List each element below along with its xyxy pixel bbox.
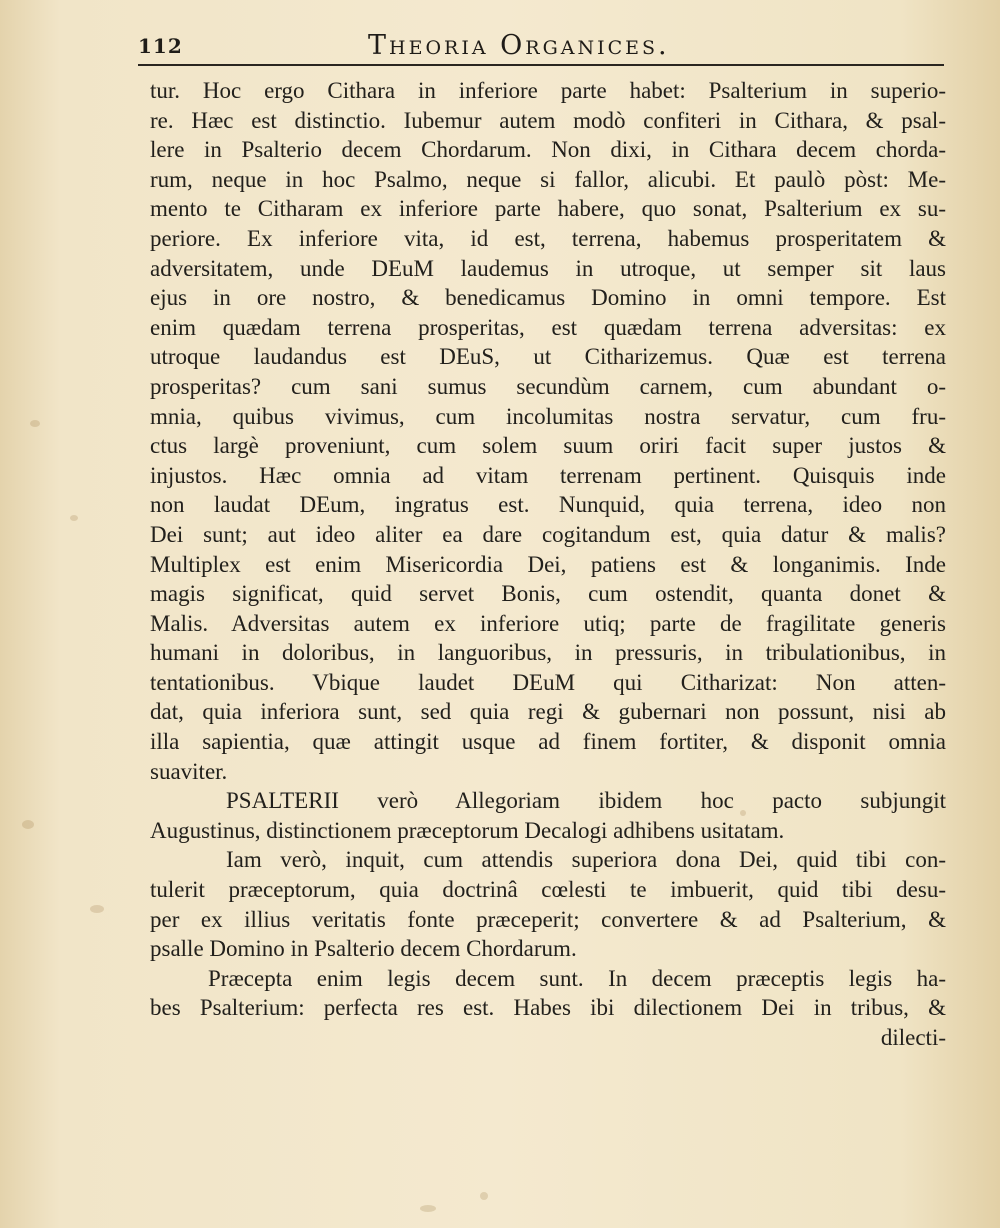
body-text [150,76,946,1053]
text-line: Malis. Adversitas autem ex inferiore utiq; parte de fragilitate generis [150,610,946,636]
text-line: per ex illius veritatis fonte præceperit; convertere & ad Psalterium, & [150,906,946,932]
text-line: bes Psalterium: perfecta res est. Habes ibi dilectionem Dei in tribus, & [150,995,946,1021]
running-head: Theoria Organices. [368,30,670,61]
paper-stain [30,420,40,427]
text-line: rum, neque in hoc Psalmo, neque si fallor, alicubi. Et paulò pòst: Me- [150,166,946,192]
paper-stain [22,820,34,829]
text-line: adversitatem, unde DEuM laudemus in utroque, ut semper sit laus [150,255,946,281]
text-line: Præcepta enim legis decem sunt. In decem præceptis legis ha- [208,965,946,991]
text-line: illa sapientia, quæ attingit usque ad finem fortiter, & disponit omnia [150,729,946,755]
text-line: humani in doloribus, in languoribus, in pressuris, in tribulationibus, in [150,640,946,666]
text-line: periore. Ex inferiore vita, id est, terrena, habemus prosperitatem & [150,225,946,251]
text-line: dilecti- [880,1025,946,1050]
paper-stain [90,905,104,913]
text-line: psalle Domino in Psalterio decem Chordarum. [150,936,577,962]
text-line: Augustinus, distinctionem præceptorum Decalogi adhibens usitatam. [150,817,785,843]
text-line: utroque laudandus est DEuS, ut Citharizemus. Quæ est terrena [150,344,946,370]
text-line: dat, quia inferiora sunt, sed quia regi & gubernari non possunt, nisi ab [150,699,946,725]
text-line: re. Hæc est distinctio. Iubemur autem modò confiteri in Cithara, & psal- [150,107,946,133]
text-line: non laudat DEum, ingratus est. Nunquid, quia terrena, ideo non [150,492,946,518]
text-line: injustos. Hæc omnia ad vitam terrenam pertinent. Quisquis inde [150,462,946,488]
page-number: 112 [138,34,183,58]
paper-stain [70,515,78,521]
text-line: enim quædam terrena prosperitas, est quædam terrena adversitas: ex [150,314,946,340]
text-line: ejus in ore nostro, & benedicamus Domino in omni tempore. Est [150,285,946,311]
text-line: ctus largè proveniunt, cum solem suum oriri facit super justos & [150,433,946,459]
paper-stain [480,1192,488,1200]
text-line: magis significat, quid servet Bonis, cum ostendit, quanta donet & [150,581,946,607]
paper-stain [420,1205,436,1212]
text-line: tur. Hoc ergo Cithara in inferiore parte habet: Psalterium in superio- [150,78,946,103]
text-line: tentationibus. Vbique laudet DEuM qui Citharizat: Non atten- [150,669,946,695]
text-line: suaviter. [150,758,228,784]
text-line: lere in Psalterio decem Chordarum. Non dixi, in Cithara decem chorda- [150,137,946,163]
text-line: Dei sunt; aut ideo aliter ea dare cogitandum est, quia datur & malis? [150,521,946,547]
text-line: Iam verò, inquit, cum attendis superiora dona Dei, quid tibi con- [226,847,946,873]
text-line: PSALTERII verò Allegoriam ibidem hoc pacto subjungit [226,788,946,814]
page-header [138,24,944,66]
text-line: Multiplex est enim Misericordia Dei, patiens est & longanimis. Inde [150,551,946,577]
text-line: mento te Citharam ex inferiore parte habere, quo sonat, Psalterium ex su- [150,196,946,222]
text-line: mnia, quibus vivimus, cum incolumitas nostra servatur, cum fru- [150,403,946,429]
text-line: prosperitas? cum sani sumus secundùm carnem, cum abundant o- [150,373,946,399]
text-line: tulerit præceptorum, quia doctrinâ cœlesti te imbuerit, quid tibi desu- [150,877,946,903]
